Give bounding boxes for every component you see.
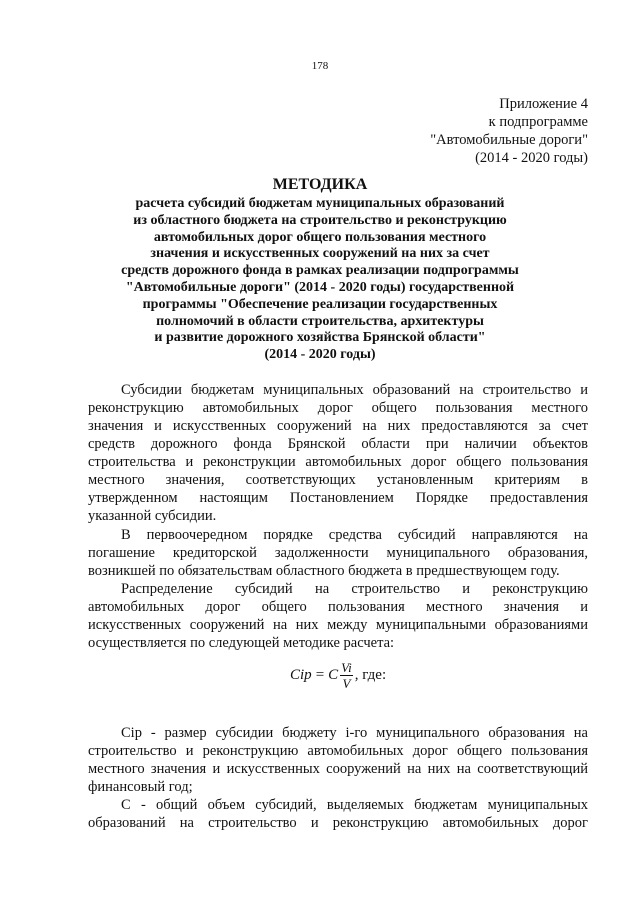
paragraph-cip-definition	[88, 724, 588, 796]
text-line: В первоочередном порядке средства субсидий направляются на	[121, 527, 588, 543]
paragraph-c-definition	[88, 796, 588, 832]
subtitle-line: расчета субсидий бюджетам муниципальных образований	[135, 196, 505, 211]
text-line: искусственных сооружений на них между муниципальными образованиями	[88, 617, 588, 633]
subtitle-line: автомобильных дорог общего пользования местного	[153, 229, 487, 245]
document-subtitle	[40, 196, 600, 364]
text-line: строительство и реконструкцию автомобильных дорог общего пользования	[88, 743, 588, 759]
subtitle-line: программы "Обеспечение реализации государственных	[142, 296, 498, 312]
text-line: утвержденном настоящим Постановлением Порядке предоставления	[88, 490, 588, 506]
text-line: возникшей по обязательствам областного бюджета в предшествующем году.	[88, 563, 560, 579]
subtitle-line: средств дорожного фонда в рамках реализации подпрограммы	[121, 263, 519, 279]
formula-numerator: Vi	[341, 660, 352, 675]
text-line: финансовый год;	[88, 779, 193, 795]
subtitle-line: и развитие дорожного хозяйства Брянской области"	[154, 330, 486, 346]
text-line: Распределение субсидий на строительство и реконструкцию	[121, 581, 588, 597]
formula-fraction	[340, 660, 353, 691]
formula-lhs: Cip	[290, 667, 312, 683]
appendix-line: Приложение 4	[499, 96, 588, 112]
text-line: средств дорожного фонда Брянской области при наличии объектов	[88, 436, 588, 452]
paragraph-priority	[88, 526, 588, 580]
text-line: осуществляется по следующей методике расчета:	[88, 635, 395, 651]
text-line: автомобильных дорог общего пользования местного значения и	[88, 599, 588, 615]
text-line: значения и искусственных сооружений на них предоставляются за счет	[88, 418, 588, 434]
formula-suffix: , где:	[354, 667, 387, 683]
text-line: погашение кредиторской задолженности муниципального образования,	[88, 545, 588, 561]
document-title: МЕТОДИКА	[272, 176, 368, 193]
formula-equals: =	[315, 667, 325, 683]
text-line: строительства и реконструкции автомобильных дорог общего пользования	[88, 454, 588, 470]
text-line: местного значения и искусственных сооружений на них на соответствующий	[88, 761, 588, 777]
page-number: 178	[311, 60, 329, 72]
subtitle-line: значения и искусственных сооружений на них за счет	[150, 246, 490, 262]
appendix-heading	[430, 95, 588, 167]
text-line: С - общий объем субсидий, выделяемых бюджетам муниципальных	[121, 797, 588, 813]
text-line: Субсидии бюджетам муниципальных образований на строительство и	[121, 382, 588, 398]
paragraph-distribution	[88, 580, 588, 652]
subtitle-line: из областного бюджета на строительство и реконструкцию	[133, 212, 507, 228]
subtitle-line: (2014 - 2020 годы)	[264, 347, 376, 363]
text-line: указанной субсидии.	[88, 508, 217, 524]
appendix-line: (2014 - 2020 годы)	[475, 150, 588, 166]
formula-coef: C	[328, 667, 339, 683]
text-line: Сip - размер субсидии бюджету i-го муниципального образования на	[121, 725, 588, 741]
text-line: местного значения, соответствующих установленным критериям в	[88, 472, 588, 488]
subtitle-line: "Автомобильные дороги" (2014 - 2020 годы) государственной	[125, 279, 515, 295]
formula-denominator: V	[342, 676, 351, 691]
appendix-line: к подпрограмме	[488, 114, 588, 130]
subsidy-formula	[290, 660, 386, 691]
text-line: образований на строительство и реконструкцию автомобильных дорог	[88, 815, 588, 831]
text-line: реконструкцию автомобильных дорог общего пользования местного	[88, 400, 588, 416]
appendix-line: "Автомобильные дороги"	[430, 132, 588, 148]
paragraph-subsidies	[88, 381, 588, 525]
subtitle-line: полномочий в области строительства, архитектуры	[156, 313, 484, 329]
